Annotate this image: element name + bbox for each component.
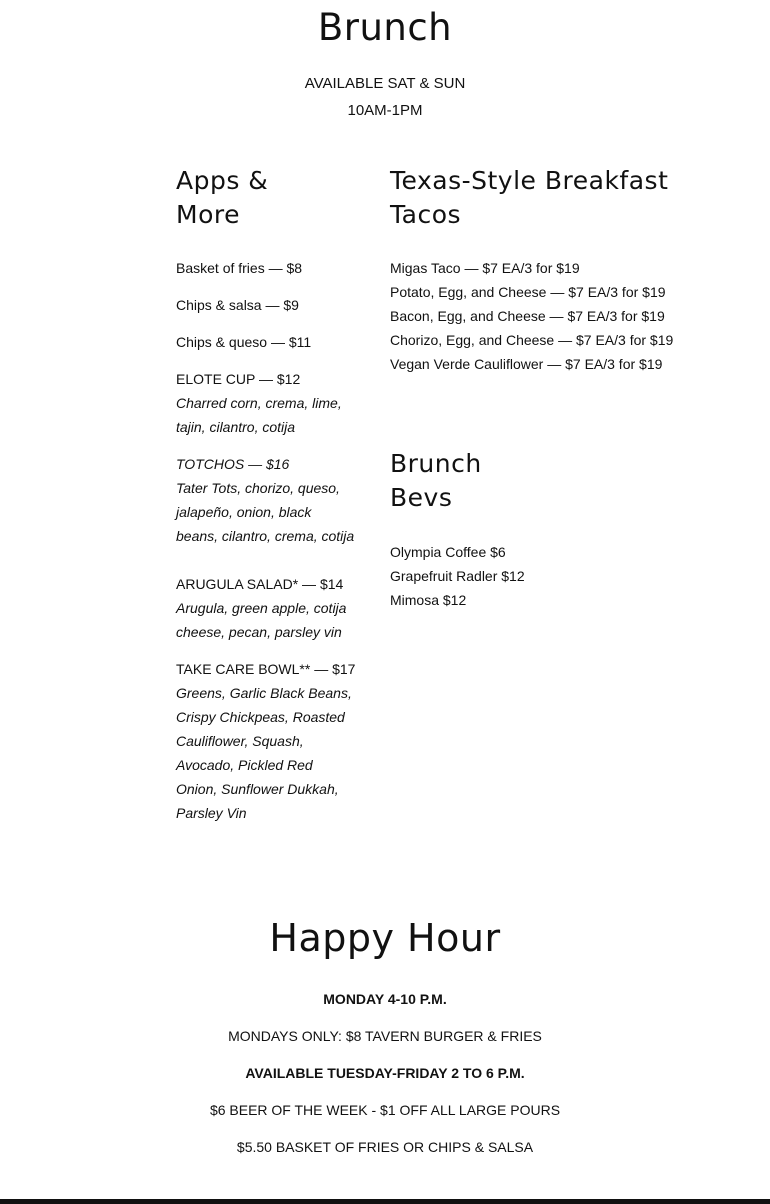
brunch-availability-hours: 10AM-1PM: [347, 102, 423, 119]
happy-hour-title: Happy Hour: [269, 916, 501, 960]
menu-item: [176, 293, 356, 317]
menu-item-name: ARUGULA SALAD* — $14: [176, 576, 344, 592]
menu-item: [176, 367, 356, 439]
happy-hour-fries-special: $5.50 BASKET OF FRIES OR CHIPS & SALSA: [236, 1139, 534, 1155]
menu-item-name: Basket of fries — $8: [176, 260, 303, 276]
bevs-list: [390, 540, 590, 612]
menu-item-name: ELOTE CUP — $12: [176, 371, 301, 387]
menu-item-name: Chips & salsa — $9: [176, 297, 299, 313]
brunch-title: Brunch: [317, 6, 453, 49]
menu-item: [176, 452, 356, 548]
tacos-heading: Texas-Style Breakfast Tacos: [390, 166, 669, 229]
happy-hour-monday-special: MONDAYS ONLY: $8 TAVERN BURGER & FRIES: [228, 1028, 542, 1044]
tacos-list: [390, 256, 730, 376]
happy-hour-weekday-heading: AVAILABLE TUESDAY-FRIDAY 2 TO 6 P.M.: [245, 1065, 525, 1081]
menu-item-description: Arugula, green apple, cotija cheese, pecan, parsley vin: [176, 600, 347, 640]
menu-item-description: Tater Tots, chorizo, queso, jalapeño, onion, black beans, cilantro, crema, cotija: [176, 480, 355, 544]
bevs-heading: Brunch Bevs: [390, 449, 482, 512]
menu-item: [176, 572, 356, 644]
bev-item: Grapefruit Radler $12: [390, 568, 525, 584]
menu-item-name: TAKE CARE BOWL** — $17: [176, 661, 356, 677]
menu-item: [176, 657, 356, 825]
apps-list: [176, 256, 356, 838]
menu-item-name: TOTCHOS — $16: [176, 456, 290, 472]
menu-item-name: Chips & queso — $11: [176, 334, 312, 350]
apps-heading: Apps & More: [176, 166, 269, 229]
happy-hour-beer-special: $6 BEER OF THE WEEK - $1 OFF ALL LARGE POURS: [209, 1102, 561, 1118]
bottom-divider: [0, 1199, 770, 1204]
taco-item: Migas Taco — $7 EA/3 for $19: [390, 260, 580, 276]
brunch-availability-days: AVAILABLE SAT & SUN: [304, 75, 466, 92]
menu-item: [176, 256, 356, 280]
bev-item: Olympia Coffee $6: [390, 544, 506, 560]
taco-item: Chorizo, Egg, and Cheese — $7 EA/3 for $19: [390, 332, 674, 348]
taco-item: Vegan Verde Cauliflower — $7 EA/3 for $19: [390, 356, 663, 372]
menu-item-description: Charred corn, crema, lime, tajin, cilantro, cotija: [176, 395, 342, 435]
taco-item: Potato, Egg, and Cheese — $7 EA/3 for $19: [390, 284, 666, 300]
taco-item: Bacon, Egg, and Cheese — $7 EA/3 for $19: [390, 308, 665, 324]
bev-item: Mimosa $12: [390, 592, 467, 608]
menu-item: [176, 330, 356, 354]
menu-item-description: Greens, Garlic Black Beans, Crispy Chickpeas, Roasted Cauliflower, Squash, Avocado, Pickled Red Onion, Sunflower Dukkah, Parsley Vin: [176, 685, 352, 821]
happy-hour-monday-heading: MONDAY 4-10 P.M.: [323, 991, 447, 1007]
